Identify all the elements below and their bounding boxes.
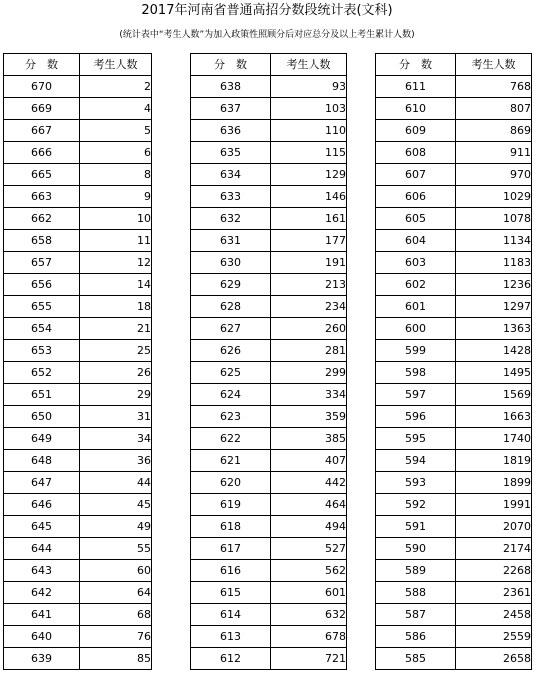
score-cell: 630 (191, 252, 271, 274)
score-cell: 652 (4, 362, 80, 384)
score-cell: 617 (191, 538, 271, 560)
count-cell: 76 (80, 626, 152, 648)
score-cell: 588 (376, 582, 456, 604)
count-cell: 562 (271, 560, 347, 582)
header-row (4, 54, 152, 76)
table-row (376, 296, 532, 318)
score-cell: 627 (191, 318, 271, 340)
score-cell: 629 (191, 274, 271, 296)
header-score: 分 数 (191, 54, 271, 76)
table-row (191, 142, 347, 164)
table-row (4, 648, 152, 670)
count-cell: 632 (271, 604, 347, 626)
score-cell: 586 (376, 626, 456, 648)
table-row (376, 516, 532, 538)
count-cell: 5 (80, 120, 152, 142)
score-cell: 655 (4, 296, 80, 318)
table-row (4, 428, 152, 450)
table-row (191, 516, 347, 538)
table-row (191, 318, 347, 340)
table-row (376, 626, 532, 648)
score-cell: 609 (376, 120, 456, 142)
count-cell: 1363 (456, 318, 532, 340)
table-row (4, 472, 152, 494)
count-cell: 911 (456, 142, 532, 164)
score-cell: 595 (376, 428, 456, 450)
score-cell: 656 (4, 274, 80, 296)
table-row (4, 450, 152, 472)
score-cell: 669 (4, 98, 80, 120)
count-cell: 1183 (456, 252, 532, 274)
count-cell: 21 (80, 318, 152, 340)
count-cell: 25 (80, 340, 152, 362)
header-row (376, 54, 532, 76)
table-row (376, 494, 532, 516)
table-row (191, 362, 347, 384)
score-cell: 632 (191, 208, 271, 230)
score-cell: 605 (376, 208, 456, 230)
score-cell: 648 (4, 450, 80, 472)
count-cell: 2 (80, 76, 152, 98)
table-row (4, 340, 152, 362)
count-cell: 299 (271, 362, 347, 384)
count-cell: 334 (271, 384, 347, 406)
count-cell: 45 (80, 494, 152, 516)
score-cell: 635 (191, 142, 271, 164)
score-cell: 639 (4, 648, 80, 670)
count-cell: 29 (80, 384, 152, 406)
header-score: 分 数 (4, 54, 80, 76)
table-row (191, 252, 347, 274)
table-row (376, 230, 532, 252)
score-cell: 619 (191, 494, 271, 516)
score-cell: 600 (376, 318, 456, 340)
count-cell: 1134 (456, 230, 532, 252)
table-row (191, 230, 347, 252)
count-cell: 110 (271, 120, 347, 142)
score-cell: 610 (376, 98, 456, 120)
table-row (4, 274, 152, 296)
count-cell: 1663 (456, 406, 532, 428)
table-row (376, 362, 532, 384)
score-cell: 670 (4, 76, 80, 98)
score-cell: 657 (4, 252, 80, 274)
score-cell: 658 (4, 230, 80, 252)
table-row (376, 472, 532, 494)
count-cell: 1495 (456, 362, 532, 384)
score-cell: 641 (4, 604, 80, 626)
score-cell: 601 (376, 296, 456, 318)
table-row (376, 560, 532, 582)
score-cell: 651 (4, 384, 80, 406)
score-cell: 599 (376, 340, 456, 362)
count-cell: 18 (80, 296, 152, 318)
count-cell: 44 (80, 472, 152, 494)
table-row (191, 340, 347, 362)
table-row (376, 208, 532, 230)
count-cell: 807 (456, 98, 532, 120)
table-row (4, 318, 152, 340)
table-row (191, 406, 347, 428)
count-cell: 12 (80, 252, 152, 274)
table-row (191, 428, 347, 450)
table-row (191, 274, 347, 296)
score-cell: 653 (4, 340, 80, 362)
table-row (376, 252, 532, 274)
count-cell: 869 (456, 120, 532, 142)
count-cell: 385 (271, 428, 347, 450)
score-cell: 643 (4, 560, 80, 582)
table-row (376, 648, 532, 670)
count-cell: 678 (271, 626, 347, 648)
table-row (191, 472, 347, 494)
table-row (376, 538, 532, 560)
table-row (191, 604, 347, 626)
score-cell: 585 (376, 648, 456, 670)
count-cell: 494 (271, 516, 347, 538)
count-cell: 1819 (456, 450, 532, 472)
count-cell: 93 (271, 76, 347, 98)
score-cell: 593 (376, 472, 456, 494)
score-cell: 667 (4, 120, 80, 142)
count-cell: 2361 (456, 582, 532, 604)
table-row (191, 186, 347, 208)
score-cell: 621 (191, 450, 271, 472)
count-cell: 1029 (456, 186, 532, 208)
count-cell: 36 (80, 450, 152, 472)
count-cell: 359 (271, 406, 347, 428)
score-cell: 620 (191, 472, 271, 494)
score-cell: 636 (191, 120, 271, 142)
table-row (376, 604, 532, 626)
table-row (376, 384, 532, 406)
table-row (191, 98, 347, 120)
score-table-2 (190, 53, 347, 670)
page-title: 2017年河南省普通高招分数段统计表(文科) (141, 3, 393, 18)
score-cell: 612 (191, 648, 271, 670)
count-cell: 213 (271, 274, 347, 296)
count-cell: 1899 (456, 472, 532, 494)
count-cell: 721 (271, 648, 347, 670)
score-cell: 644 (4, 538, 80, 560)
header-score: 分 数 (376, 54, 456, 76)
table-row (191, 296, 347, 318)
score-cell: 616 (191, 560, 271, 582)
count-cell: 442 (271, 472, 347, 494)
score-cell: 654 (4, 318, 80, 340)
count-cell: 26 (80, 362, 152, 384)
score-cell: 640 (4, 626, 80, 648)
count-cell: 970 (456, 164, 532, 186)
table-row (376, 164, 532, 186)
table-row (376, 274, 532, 296)
score-cell: 591 (376, 516, 456, 538)
count-cell: 146 (271, 186, 347, 208)
count-cell: 407 (271, 450, 347, 472)
table-row (191, 582, 347, 604)
score-cell: 613 (191, 626, 271, 648)
count-cell: 1078 (456, 208, 532, 230)
table-row (4, 76, 152, 98)
table-row (4, 120, 152, 142)
count-cell: 464 (271, 494, 347, 516)
count-cell: 601 (271, 582, 347, 604)
table-row (191, 560, 347, 582)
score-cell: 628 (191, 296, 271, 318)
score-cell: 602 (376, 274, 456, 296)
table-row (191, 76, 347, 98)
table-row (4, 384, 152, 406)
count-cell: 49 (80, 516, 152, 538)
table-row (376, 142, 532, 164)
table-row (191, 450, 347, 472)
count-cell: 768 (456, 76, 532, 98)
table-row (4, 626, 152, 648)
count-cell: 68 (80, 604, 152, 626)
score-cell: 611 (376, 76, 456, 98)
count-cell: 4 (80, 98, 152, 120)
score-table-1 (3, 53, 152, 670)
count-cell: 115 (271, 142, 347, 164)
table-row (376, 186, 532, 208)
score-cell: 646 (4, 494, 80, 516)
score-cell: 650 (4, 406, 80, 428)
header-count: 考生人数 (271, 54, 347, 76)
table-row (376, 582, 532, 604)
count-cell: 527 (271, 538, 347, 560)
table-row (376, 340, 532, 362)
count-cell: 1569 (456, 384, 532, 406)
table-row (4, 560, 152, 582)
table-row (4, 98, 152, 120)
count-cell: 8 (80, 164, 152, 186)
header-count: 考生人数 (80, 54, 152, 76)
score-cell: 592 (376, 494, 456, 516)
table-row (376, 318, 532, 340)
table-row (191, 120, 347, 142)
score-cell: 625 (191, 362, 271, 384)
score-cell: 626 (191, 340, 271, 362)
count-cell: 2174 (456, 538, 532, 560)
count-cell: 11 (80, 230, 152, 252)
table-row (191, 494, 347, 516)
score-cell: 633 (191, 186, 271, 208)
score-cell: 608 (376, 142, 456, 164)
table-row (191, 648, 347, 670)
count-cell: 129 (271, 164, 347, 186)
table-row (191, 384, 347, 406)
score-cell: 666 (4, 142, 80, 164)
table-row (4, 406, 152, 428)
table-row (4, 538, 152, 560)
score-cell: 645 (4, 516, 80, 538)
table-row (4, 604, 152, 626)
table-row (4, 142, 152, 164)
score-cell: 662 (4, 208, 80, 230)
count-cell: 34 (80, 428, 152, 450)
count-cell: 260 (271, 318, 347, 340)
table-row (4, 186, 152, 208)
table-row (191, 626, 347, 648)
table-row (4, 252, 152, 274)
count-cell: 2070 (456, 516, 532, 538)
score-cell: 624 (191, 384, 271, 406)
count-cell: 6 (80, 142, 152, 164)
count-cell: 85 (80, 648, 152, 670)
score-cell: 638 (191, 76, 271, 98)
score-cell: 604 (376, 230, 456, 252)
count-cell: 31 (80, 406, 152, 428)
count-cell: 1991 (456, 494, 532, 516)
count-cell: 191 (271, 252, 347, 274)
score-cell: 587 (376, 604, 456, 626)
score-cell: 594 (376, 450, 456, 472)
score-cell: 598 (376, 362, 456, 384)
score-cell: 642 (4, 582, 80, 604)
score-cell: 607 (376, 164, 456, 186)
count-cell: 1236 (456, 274, 532, 296)
score-cell: 606 (376, 186, 456, 208)
count-cell: 55 (80, 538, 152, 560)
count-cell: 14 (80, 274, 152, 296)
score-cell: 631 (191, 230, 271, 252)
table-row (191, 208, 347, 230)
count-cell: 1428 (456, 340, 532, 362)
table-row (376, 120, 532, 142)
count-cell: 2658 (456, 648, 532, 670)
score-cell: 589 (376, 560, 456, 582)
table-row (376, 76, 532, 98)
score-cell: 647 (4, 472, 80, 494)
score-cell: 618 (191, 516, 271, 538)
score-cell: 622 (191, 428, 271, 450)
score-cell: 663 (4, 186, 80, 208)
score-cell: 596 (376, 406, 456, 428)
table-row (4, 208, 152, 230)
count-cell: 234 (271, 296, 347, 318)
table-row (191, 538, 347, 560)
header-row (191, 54, 347, 76)
count-cell: 2559 (456, 626, 532, 648)
table-row (4, 230, 152, 252)
table-row (376, 450, 532, 472)
count-cell: 9 (80, 186, 152, 208)
score-cell: 665 (4, 164, 80, 186)
table-row (4, 582, 152, 604)
score-cell: 614 (191, 604, 271, 626)
count-cell: 64 (80, 582, 152, 604)
score-cell: 590 (376, 538, 456, 560)
score-cell: 634 (191, 164, 271, 186)
count-cell: 281 (271, 340, 347, 362)
table-row (376, 428, 532, 450)
score-cell: 597 (376, 384, 456, 406)
score-cell: 623 (191, 406, 271, 428)
score-cell: 637 (191, 98, 271, 120)
score-cell: 649 (4, 428, 80, 450)
count-cell: 1297 (456, 296, 532, 318)
table-row (4, 516, 152, 538)
count-cell: 161 (271, 208, 347, 230)
table-row (376, 98, 532, 120)
page-subtitle: (统计表中“考生人数”为加入政策性照顾分后对应总分及以上考生累计人数) (119, 30, 415, 40)
score-table-3 (375, 53, 532, 670)
count-cell: 2268 (456, 560, 532, 582)
count-cell: 103 (271, 98, 347, 120)
count-cell: 60 (80, 560, 152, 582)
table-row (4, 362, 152, 384)
count-cell: 10 (80, 208, 152, 230)
table-row (4, 164, 152, 186)
score-cell: 603 (376, 252, 456, 274)
header-count: 考生人数 (456, 54, 532, 76)
table-row (191, 164, 347, 186)
score-cell: 615 (191, 582, 271, 604)
table-row (4, 296, 152, 318)
count-cell: 177 (271, 230, 347, 252)
count-cell: 2458 (456, 604, 532, 626)
table-row (376, 406, 532, 428)
table-row (4, 494, 152, 516)
count-cell: 1740 (456, 428, 532, 450)
